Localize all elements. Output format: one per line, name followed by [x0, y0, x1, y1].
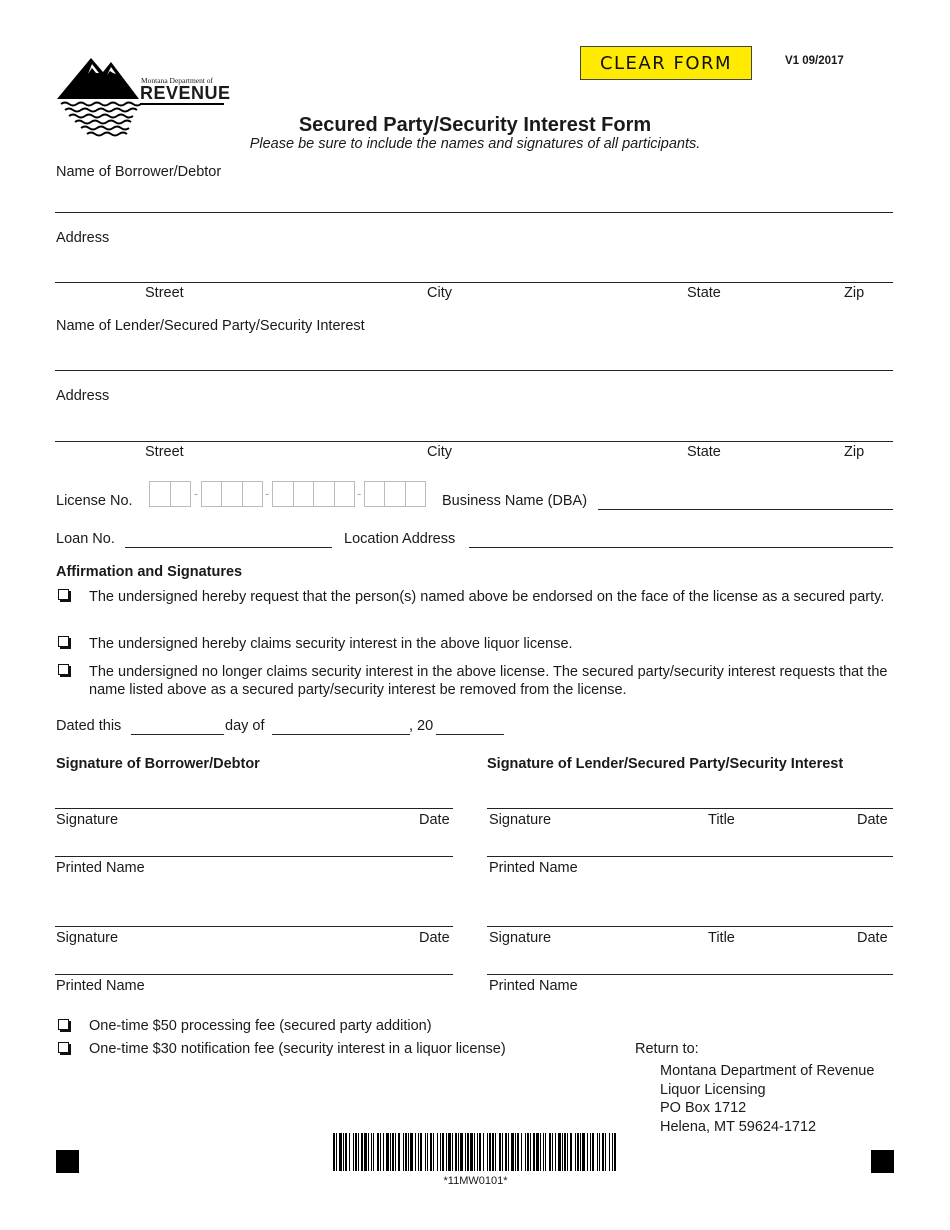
barcode-bar: [345, 1133, 347, 1171]
dated-month-field[interactable]: [272, 734, 410, 735]
dated-day-field[interactable]: [131, 734, 224, 735]
barcode-bar: [448, 1133, 451, 1171]
lender-title-label-1: Title: [708, 812, 735, 828]
license-no-box-3[interactable]: [272, 481, 355, 507]
barcode-bar: [489, 1133, 491, 1171]
borrower-signature-heading: Signature of Borrower/Debtor: [56, 756, 260, 772]
affirmation-item-3: The undersigned no longer claims security interest in the above license. The secured party/security interest requests that the name listed above as a secured party/security interest be removed from the license.: [89, 664, 888, 698]
barcode-bar: [527, 1133, 529, 1171]
return-address-line-1: Montana Department of Revenue: [660, 1063, 875, 1079]
barcode-bar: [353, 1133, 354, 1171]
barcode-bar: [408, 1133, 409, 1171]
processing-fee-checkbox[interactable]: [58, 1019, 69, 1030]
barcode-bar: [612, 1133, 613, 1171]
return-to-label: Return to:: [635, 1041, 699, 1057]
loan-no-field[interactable]: [125, 547, 332, 548]
barcode-bar: [575, 1133, 576, 1171]
processing-fee-label: One-time $50 processing fee (secured party addition): [89, 1018, 432, 1034]
dated-year-field[interactable]: [436, 734, 504, 735]
affirmation-heading: Affirmation and Signatures: [56, 564, 243, 580]
barcode-bar: [403, 1133, 404, 1171]
version-label: V1 09/2017: [785, 55, 844, 67]
barcode-bar: [564, 1133, 566, 1171]
barcode-bar: [467, 1133, 469, 1171]
barcode-bar: [420, 1133, 422, 1171]
lender-signature-label-1: Signature: [489, 812, 552, 828]
barcode-bar: [483, 1133, 484, 1171]
barcode-bar: [446, 1133, 447, 1171]
barcode-bar: [383, 1133, 384, 1171]
barcode-bar: [592, 1133, 594, 1171]
lender-printed-name-label-1: Printed Name: [489, 860, 578, 876]
return-address-line-4: Helena, MT 59624-1712: [660, 1119, 817, 1135]
logo-main-text: REVENUE: [140, 83, 231, 103]
borrower-printed-name-label-2: Printed Name: [56, 978, 145, 994]
barcode-bar: [386, 1133, 389, 1171]
lender-street-label: Street: [145, 444, 184, 460]
corner-marker-right: [871, 1150, 894, 1173]
borrower-zip-label: Zip: [844, 285, 865, 301]
barcode-bar: [465, 1133, 466, 1171]
barcode-bar: [521, 1133, 522, 1171]
barcode-bar: [377, 1133, 379, 1171]
barcode-bar: [425, 1133, 426, 1171]
dated-this-label: Dated this: [56, 718, 122, 734]
borrower-city-label: City: [427, 285, 452, 301]
borrower-printed-name-field-2[interactable]: [55, 974, 453, 975]
affirmation-item-2: The undersigned hereby claims security interest in the above liquor license.: [89, 636, 573, 652]
lender-name-label: Name of Lender/Secured Party/Security Interest: [56, 318, 365, 334]
lender-printed-name-field-1[interactable]: [487, 856, 893, 857]
barcode-bar: [364, 1133, 367, 1171]
borrower-date-label-1: Date: [419, 812, 450, 828]
lender-signature-heading: Signature of Lender/Secured Party/Security Interest: [487, 756, 844, 772]
barcode-bar: [430, 1133, 432, 1171]
license-no-box-2[interactable]: [201, 481, 263, 507]
affirmation-item-1: The undersigned hereby request that the person(s) named above be endorsed on the face of the license as a secured party.: [89, 589, 885, 605]
barcode-bar: [437, 1133, 438, 1171]
lender-city-label: City: [427, 444, 452, 460]
barcode-bar: [562, 1133, 563, 1171]
lender-title-label-2: Title: [708, 930, 735, 946]
barcode-bar: [373, 1133, 374, 1171]
return-address-line-2: Liquor Licensing: [660, 1082, 766, 1098]
barcode-bar: [540, 1133, 541, 1171]
barcode-bar: [452, 1133, 453, 1171]
lender-signature-field-2[interactable]: [487, 926, 893, 927]
notification-fee-checkbox[interactable]: [58, 1042, 69, 1053]
barcode-bar: [517, 1133, 519, 1171]
borrower-signature-label-1: Signature: [56, 812, 119, 828]
barcode-bar: [511, 1133, 514, 1171]
notification-fee-label: One-time $30 notification fee (security interest in a liquor license): [89, 1041, 506, 1057]
barcode-bar: [552, 1133, 553, 1171]
barcode-bar: [558, 1133, 561, 1171]
loan-no-label: Loan No.: [56, 531, 115, 547]
borrower-date-label-2: Date: [419, 930, 450, 946]
lender-date-label-1: Date: [857, 812, 888, 828]
logo-underline: [140, 103, 224, 105]
barcode-bar: [549, 1133, 551, 1171]
barcode-bar: [580, 1133, 581, 1171]
lender-date-label-2: Date: [857, 930, 888, 946]
barcode-bar: [599, 1133, 600, 1171]
barcode-bar: [536, 1133, 539, 1171]
barcode-bar: [470, 1133, 473, 1171]
barcode-bar: [460, 1133, 463, 1171]
business-name-field[interactable]: [598, 509, 893, 510]
form-title: Secured Party/Security Interest Form: [298, 114, 652, 136]
lender-signature-field-1[interactable]: [487, 808, 893, 809]
barcode-bar: [602, 1133, 604, 1171]
barcode-bar: [577, 1133, 579, 1171]
barcode-bar: [499, 1133, 501, 1171]
barcode-bar: [533, 1133, 535, 1171]
borrower-signature-field-1[interactable]: [55, 808, 453, 809]
barcode-bar: [487, 1133, 488, 1171]
barcode-bar: [555, 1133, 556, 1171]
form-subtitle: Please be sure to include the names and signatures of all participants.: [249, 136, 701, 152]
barcode-bar: [410, 1133, 413, 1171]
barcode-bar: [479, 1133, 481, 1171]
barcode-bar: [380, 1133, 381, 1171]
barcode-bar: [398, 1133, 400, 1171]
return-address-line-3: PO Box 1712: [660, 1100, 747, 1116]
lender-printed-name-label-2: Printed Name: [489, 978, 578, 994]
corner-marker-left: [56, 1150, 79, 1173]
borrower-printed-name-field-1[interactable]: [55, 856, 453, 857]
logo-top-text: Montana Department of: [141, 76, 214, 85]
location-address-label: Location Address: [344, 531, 456, 547]
barcode-bar: [427, 1133, 428, 1171]
barcode-bar: [371, 1133, 372, 1171]
barcode-bar: [343, 1133, 344, 1171]
barcode-bar: [477, 1133, 478, 1171]
barcode-bar: [405, 1133, 407, 1171]
lender-state-label: State: [687, 444, 721, 460]
location-address-field[interactable]: [469, 547, 893, 548]
borrower-name-field[interactable]: [55, 212, 893, 213]
barcode: [333, 1133, 618, 1171]
barcode-bar: [390, 1133, 391, 1171]
business-name-label: Business Name (DBA): [442, 493, 588, 509]
barcode-bar: [368, 1133, 369, 1171]
barcode-bar: [545, 1133, 546, 1171]
barcode-bar: [339, 1133, 342, 1171]
lender-name-field[interactable]: [55, 370, 893, 371]
barcode-bar: [597, 1133, 598, 1171]
lender-address-label: Address: [56, 388, 110, 404]
barcode-bar: [361, 1133, 363, 1171]
year-prefix-label: , 20: [409, 718, 434, 734]
barcode-bar: [415, 1133, 416, 1171]
barcode-bar: [605, 1133, 606, 1171]
barcode-bar: [349, 1133, 350, 1171]
borrower-printed-name-label-1: Printed Name: [56, 860, 145, 876]
barcode-bar: [525, 1133, 526, 1171]
borrower-state-label: State: [687, 285, 721, 301]
barcode-bar: [515, 1133, 516, 1171]
affirmation-checkbox-1[interactable]: [58, 589, 69, 600]
barcode-bar: [502, 1133, 503, 1171]
borrower-address-field[interactable]: [55, 282, 893, 283]
lender-printed-name-field-2[interactable]: [487, 974, 893, 975]
barcode-bar: [433, 1133, 434, 1171]
lender-address-field[interactable]: [55, 441, 893, 442]
license-no-box-1[interactable]: [149, 481, 191, 507]
barcode-bar: [455, 1133, 457, 1171]
clear-form-button[interactable]: CLEAR FORM: [580, 46, 752, 80]
barcode-bar: [358, 1133, 359, 1171]
barcode-bar: [395, 1133, 396, 1171]
barcode-bar: [505, 1133, 507, 1171]
barcode-bar: [530, 1133, 531, 1171]
affirmation-checkbox-3[interactable]: [58, 664, 69, 675]
borrower-street-label: Street: [145, 285, 184, 301]
barcode-bar: [567, 1133, 568, 1171]
license-no-box-4[interactable]: [364, 481, 426, 507]
barcode-text: *11MW0101*: [443, 1175, 508, 1187]
lender-zip-label: Zip: [844, 444, 865, 460]
barcode-bar: [492, 1133, 494, 1171]
barcode-bar: [355, 1133, 357, 1171]
barcode-bar: [440, 1133, 441, 1171]
borrower-name-label: Name of Borrower/Debtor: [56, 164, 222, 180]
barcode-bar: [392, 1133, 394, 1171]
borrower-signature-label-2: Signature: [56, 930, 119, 946]
barcode-bar: [587, 1133, 588, 1171]
barcode-bar: [418, 1133, 419, 1171]
barcode-bar: [609, 1133, 610, 1171]
barcode-bar: [333, 1133, 335, 1171]
barcode-bar: [508, 1133, 509, 1171]
barcode-bar: [336, 1133, 337, 1171]
barcode-bar: [543, 1133, 544, 1171]
lender-signature-label-2: Signature: [489, 930, 552, 946]
barcode-bar: [458, 1133, 459, 1171]
affirmation-checkbox-2[interactable]: [58, 636, 69, 647]
barcode-bar: [614, 1133, 616, 1171]
barcode-bar: [590, 1133, 591, 1171]
license-no-label: License No.: [56, 493, 133, 509]
barcode-bar: [474, 1133, 475, 1171]
barcode-bar: [570, 1133, 572, 1171]
borrower-signature-field-2[interactable]: [55, 926, 453, 927]
barcode-bar: [495, 1133, 496, 1171]
barcode-bar: [442, 1133, 444, 1171]
borrower-address-label: Address: [56, 230, 110, 246]
barcode-bar: [582, 1133, 585, 1171]
day-of-label: day of: [225, 718, 265, 734]
